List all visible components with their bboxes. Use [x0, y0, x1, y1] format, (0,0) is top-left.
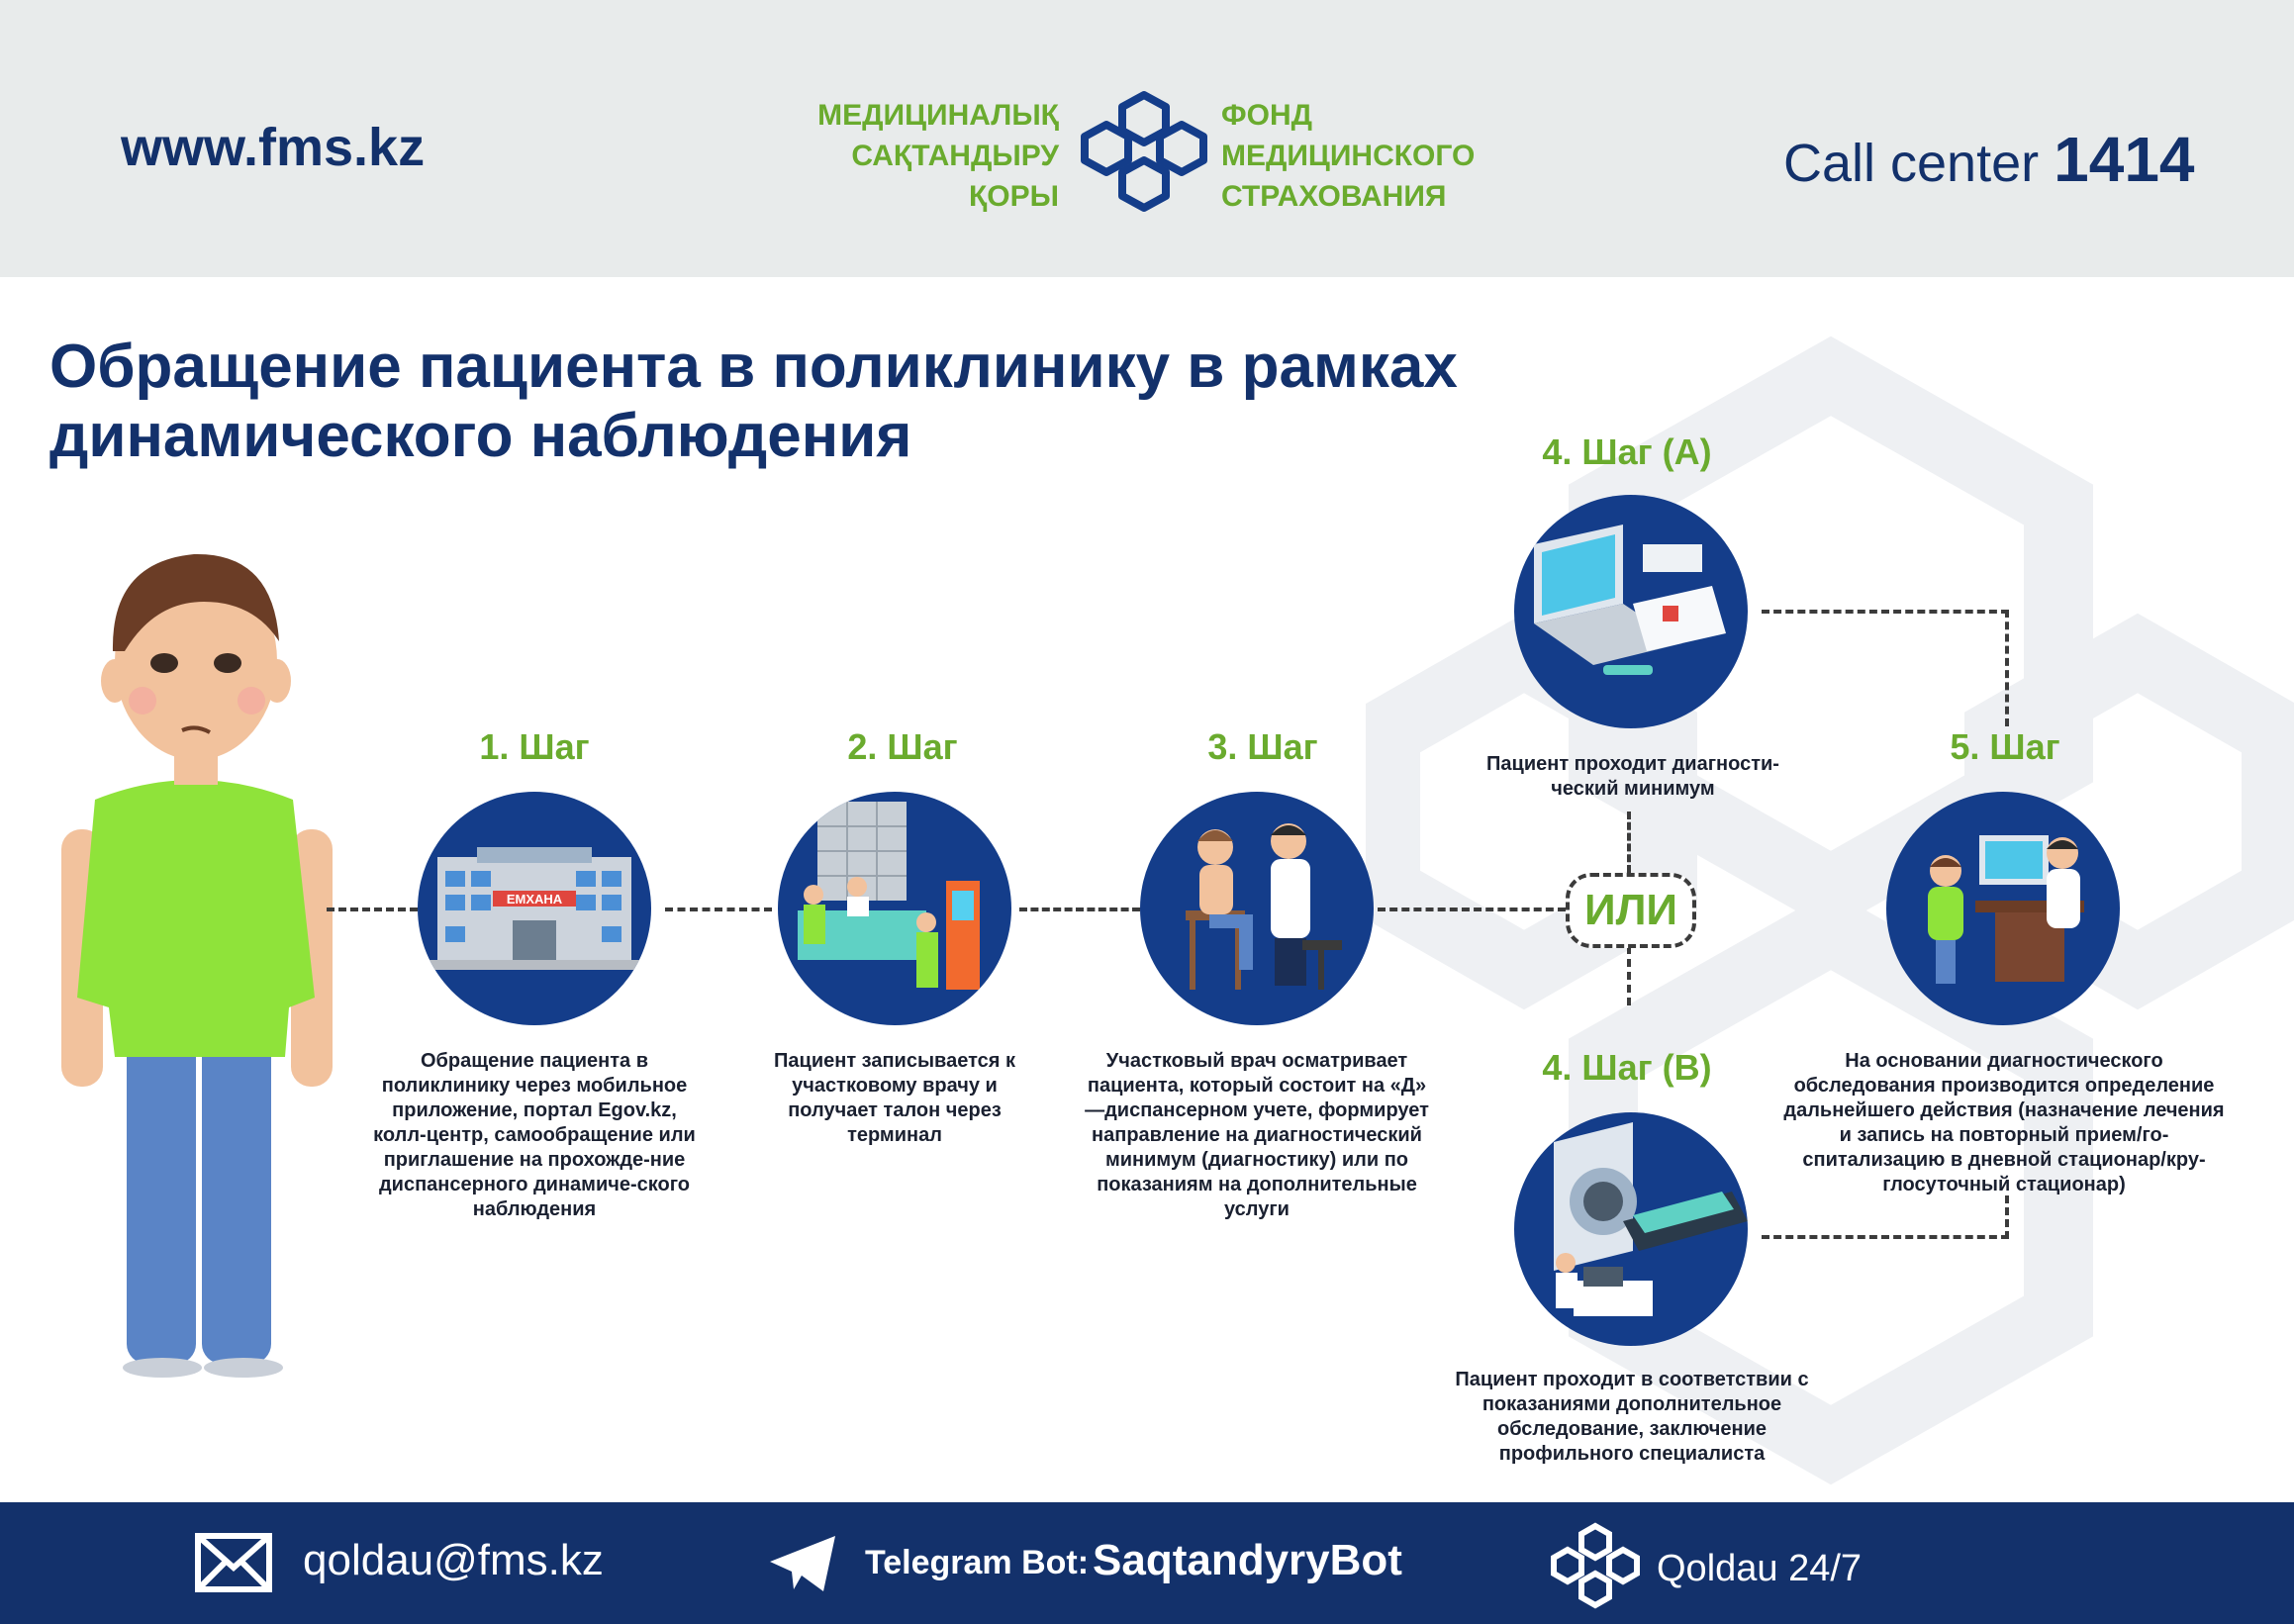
connector-line: [1762, 610, 2009, 614]
page-title: Обращение пациента в поликлинику в рамках динамического наблюдения: [49, 333, 1458, 470]
step-4a-label: 4. Шаг (А): [1542, 431, 1712, 472]
call-center-number: 1414: [2054, 124, 2195, 195]
logo-ru-line: МЕДИЦИНСКОГО: [1221, 140, 1476, 172]
step-5-label: 5. Шаг: [1950, 726, 2060, 767]
or-badge: ИЛИ: [1566, 873, 1696, 948]
connector-line: [2005, 1195, 2009, 1239]
step-4a-description: Пациент проходит диагности-ческий минимум: [1486, 753, 1779, 800]
logo-ru-line: ФОНД: [1221, 99, 1312, 132]
step-2-description: Пациент записывается к участковому врачу и получает талон через терминал: [774, 1050, 1015, 1146]
patient-illustration: [55, 542, 333, 1384]
logo-ru-line: СТРАХОВАНИЯ: [1221, 180, 1447, 213]
connector-line: [1019, 908, 1140, 911]
telegram-icon: [768, 1534, 837, 1593]
connector-line: [1627, 946, 1631, 1005]
footer-telegram-label: Telegram Bot:: [865, 1544, 1090, 1581]
step-3-label: 3. Шаг: [1207, 726, 1318, 767]
logo-kz-line: МЕДИЦИНАЛЫҚ: [817, 99, 1059, 132]
diagnostics-laptop-icon: [1514, 495, 1748, 728]
clinic-sign-text: ЕМХАНА: [506, 892, 563, 907]
step-4b-description: Пациент проходит в соответствии с показаниями дополнительное обследование, заключение профильного специалиста: [1455, 1369, 1809, 1465]
step-2-label: 2. Шаг: [847, 726, 958, 767]
footer-email[interactable]: qoldau@fms.kz: [303, 1536, 604, 1584]
website-link[interactable]: www.fms.kz: [121, 118, 426, 177]
background-pattern: [1366, 297, 2294, 1494]
registration-desk-icon: [778, 792, 1011, 1025]
step-1-circle: [418, 792, 651, 1025]
step-1-label: 1. Шаг: [479, 726, 590, 767]
step-4b-label: 4. Шаг (В): [1542, 1047, 1712, 1088]
step-2-circle: [778, 792, 1011, 1025]
connector-line: [327, 908, 418, 911]
footer-support[interactable]: Qoldau 24/7: [1657, 1548, 1863, 1589]
connector-line: [1627, 812, 1631, 873]
step-3-circle: [1140, 792, 1374, 1025]
step-5-description: На основании диагностического обследования производится определение дальнейшего действия (назначение лечения и запись на повторный прием/го-спитализацию в дневной стационар/кру-глосуточный стационар): [1783, 1050, 2225, 1195]
fms-logo-icon: [1550, 1520, 1641, 1611]
connector-line: [1378, 908, 1566, 911]
logo-text-ru: [1221, 95, 1518, 217]
clinic-building-icon: [418, 792, 651, 1025]
mri-scanner-icon: [1514, 1112, 1748, 1346]
logo-text-kz: [772, 95, 1059, 217]
step-1-description: Обращение пациента в поликлинику через мобильное приложение, портал Egov.kz, колл-центр, самообращение или приглашение на прохожде-ние диспансерного динамиче-ского наблюдения: [373, 1050, 696, 1220]
footer-telegram-bot[interactable]: SaqtandyryBot: [1093, 1536, 1402, 1584]
connector-line: [2005, 610, 2009, 726]
logo-kz-line: САҚТАНДЫРУ: [851, 140, 1059, 172]
doctor-consultation-icon: [1886, 792, 2120, 1025]
connector-line: [665, 908, 772, 911]
call-center-label: Call center: [1783, 134, 2040, 193]
fms-logo-icon: [1077, 87, 1211, 216]
step-4a-circle: [1514, 495, 1748, 728]
doctor-exam-icon: [1140, 792, 1374, 1025]
mail-icon: [194, 1532, 273, 1593]
logo-kz-line: ҚОРЫ: [968, 180, 1059, 213]
call-center[interactable]: [1783, 123, 2195, 196]
step-4b-circle: [1514, 1112, 1748, 1346]
step-5-circle: [1886, 792, 2120, 1025]
step-3-description: Участковый врач осматривает пациента, который состоит на «Д» —диспансерном учете, формирует направление на диагностический минимум (диагностику) или по показаниям на дополнительные услуги: [1085, 1050, 1429, 1220]
connector-line: [1762, 1235, 2009, 1239]
